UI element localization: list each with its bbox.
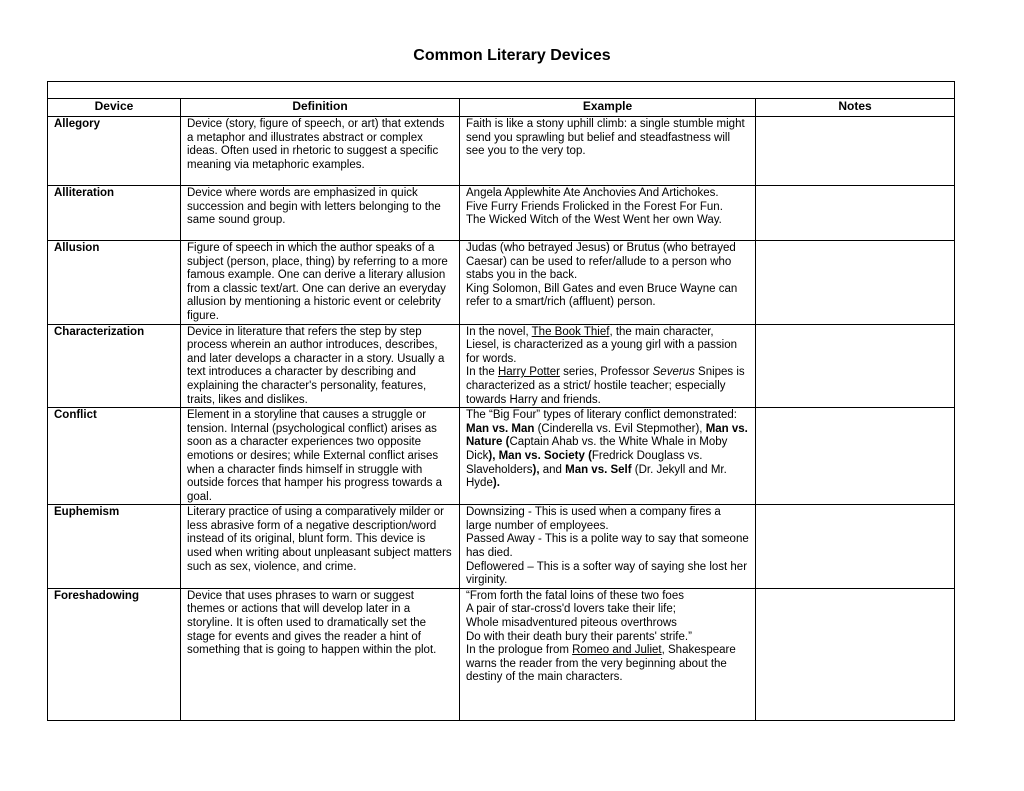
notes-cell — [756, 241, 955, 325]
notes-cell — [756, 505, 955, 589]
header-notes: Notes — [756, 99, 955, 117]
example-line: Angela Applewhite Ate Anchovies And Artichokes. — [466, 187, 719, 199]
definition-cell: Device in literature that refers the step by step process wherein an author introduces, describes, and later develops a character in a story. Usually a text introduces a character by describing and explaining the character's personality, features, traits, likes and dislikes. — [181, 324, 460, 408]
example-text: The “Big Four” types of literary conflict demonstrated: — [466, 409, 737, 422]
notes-cell — [756, 324, 955, 408]
conflict-type: Man vs. Man — [466, 422, 535, 435]
literary-devices-table — [47, 81, 955, 721]
example-text: In the — [466, 366, 498, 379]
example-cell — [460, 241, 756, 325]
example-line: Deflowered – This is a softer way of saying she lost her virginity. — [466, 560, 748, 587]
poem-line: “From forth the fatal loins of these two foes — [466, 589, 684, 602]
device-cell: Conflict — [48, 408, 181, 505]
conflict-type: ), Man vs. Society ( — [488, 449, 592, 462]
notes-cell — [756, 588, 955, 720]
conflict-type: ), — [532, 463, 543, 476]
header-definition: Definition — [181, 99, 460, 117]
poem-line: Do with their death bury their parents' strife.” — [466, 630, 692, 643]
example-text: Snipes is characterized as a strict/ hostile teacher; especially towards Harry and friends. — [466, 366, 745, 406]
page-title: Common Literary Devices — [413, 47, 611, 64]
example-text: (Cinderella vs. Evil Stepmother), — [534, 422, 706, 435]
conflict-type: Man vs. Self — [565, 463, 632, 476]
example-line: The Wicked Witch of the West Went her own Way. — [466, 214, 722, 227]
example-line — [466, 409, 749, 491]
device-cell: Foreshadowing — [48, 588, 181, 720]
example-line: Faith is like a stony uphill climb: a single stumble might send you sprawling but belief and steadfastness will see you to the very top. — [466, 118, 745, 158]
header-row — [48, 99, 955, 117]
header-example: Example — [460, 99, 756, 117]
example-cell — [460, 588, 756, 720]
book-title: Harry Potter — [497, 366, 560, 379]
example-line: Downsizing - This is used when a company fires a large number of employees. — [466, 506, 721, 532]
example-line — [466, 366, 749, 407]
conflict-type: ). — [492, 477, 500, 490]
device-cell: Allegory — [48, 117, 181, 186]
poem-line: A pair of star-cross'd lovers take their life; — [466, 603, 676, 616]
definition-cell: Device where words are emphasized in quick succession and begin with letters belonging to the same sound group. — [181, 186, 460, 241]
table-row — [48, 408, 955, 505]
example-line — [466, 326, 749, 367]
device-cell: Characterization — [48, 324, 181, 408]
example-cell — [460, 505, 756, 589]
book-title: Romeo and Juliet — [572, 644, 662, 657]
header-device: Device — [48, 99, 181, 117]
example-line — [466, 644, 749, 685]
definition-cell: Device (story, figure of speech, or art) that extends a metaphor and illustrates abstract or complex ideas. Often used in rhetoric to suggest a specific meaning via metaphoric examples. — [181, 117, 460, 186]
example-cell — [460, 117, 756, 186]
table-row — [48, 588, 955, 720]
example-text: and — [542, 463, 566, 476]
example-text: Captain Ahab vs. the White Whale in Moby Dick — [466, 436, 728, 462]
example-text: (Dr. Jekyll and Mr. Hyde — [466, 463, 727, 490]
table-row — [48, 324, 955, 408]
example-text: , Shakespeare warns the reader from the very beginning about the destiny of the main characters. — [466, 644, 736, 684]
table-row — [48, 117, 955, 186]
device-cell: Allusion — [48, 241, 181, 325]
table-row — [48, 505, 955, 589]
book-title: The Book Thief — [531, 325, 610, 338]
notes-cell — [756, 408, 955, 505]
notes-cell — [756, 117, 955, 186]
example-cell — [460, 324, 756, 408]
blank-row — [48, 82, 955, 99]
example-text: series, Professor — [559, 366, 653, 379]
example-line: Judas (who betrayed Jesus) or Brutus (who betrayed Caesar) can be used to refer/allude to a person who stabs you in the back. — [466, 242, 736, 282]
definition-cell: Device that uses phrases to warn or suggest themes or actions that will develop later in a storyline. It is often used to dramatically set the stage for events and gives the reader a hint of something that is going to happen within the plot. — [181, 588, 460, 720]
table-row — [48, 241, 955, 325]
example-text: Fredrick Douglass vs. Slaveholders — [466, 449, 703, 476]
italic-name: Severus — [652, 366, 695, 379]
example-line: Five Furry Friends Frolicked in the Forest For Fun. — [466, 200, 723, 213]
blank-cell — [48, 82, 955, 99]
poem-line: Whole misadventured piteous overthrows — [466, 617, 677, 630]
table-row — [48, 186, 955, 241]
definition-cell: Figure of speech in which the author speaks of a subject (person, place, thing) by referring to a more famous example. One can derive a literary allusion from a classic text/art. One can derive an everyday allusion by mentioning a historic event or celebrity figure. — [181, 241, 460, 325]
example-line: King Solomon, Bill Gates and even Bruce Wayne can refer to a smart/rich (affluent) person. — [466, 282, 738, 309]
device-cell: Euphemism — [48, 505, 181, 589]
device-cell: Alliteration — [48, 186, 181, 241]
example-cell — [460, 186, 756, 241]
conflict-type: Man vs. Nature ( — [466, 422, 748, 449]
example-text: In the novel, — [466, 325, 532, 338]
example-line: Passed Away - This is a polite way to say that someone has died. — [466, 533, 749, 560]
example-text: , the main character, Liesel, is characterized as a young girl with a passion for words. — [466, 325, 738, 365]
definition-cell: Literary practice of using a comparatively milder or less abrasive form of a negative description/word instead of its original, blunt form. This device is used when writing about unpleasant subject matters such as sex, violence, and crime. — [181, 505, 460, 589]
notes-cell — [756, 186, 955, 241]
example-cell — [460, 408, 756, 505]
definition-cell: Element in a storyline that causes a struggle or tension. Internal (psychological conflict) arises as soon as a character experiences two opposite emotions or desires; while External conflict arises when a character finds himself in struggle with outside forces that hamper his progress towards a goal. — [181, 408, 460, 505]
example-text: In the prologue from — [466, 644, 573, 657]
